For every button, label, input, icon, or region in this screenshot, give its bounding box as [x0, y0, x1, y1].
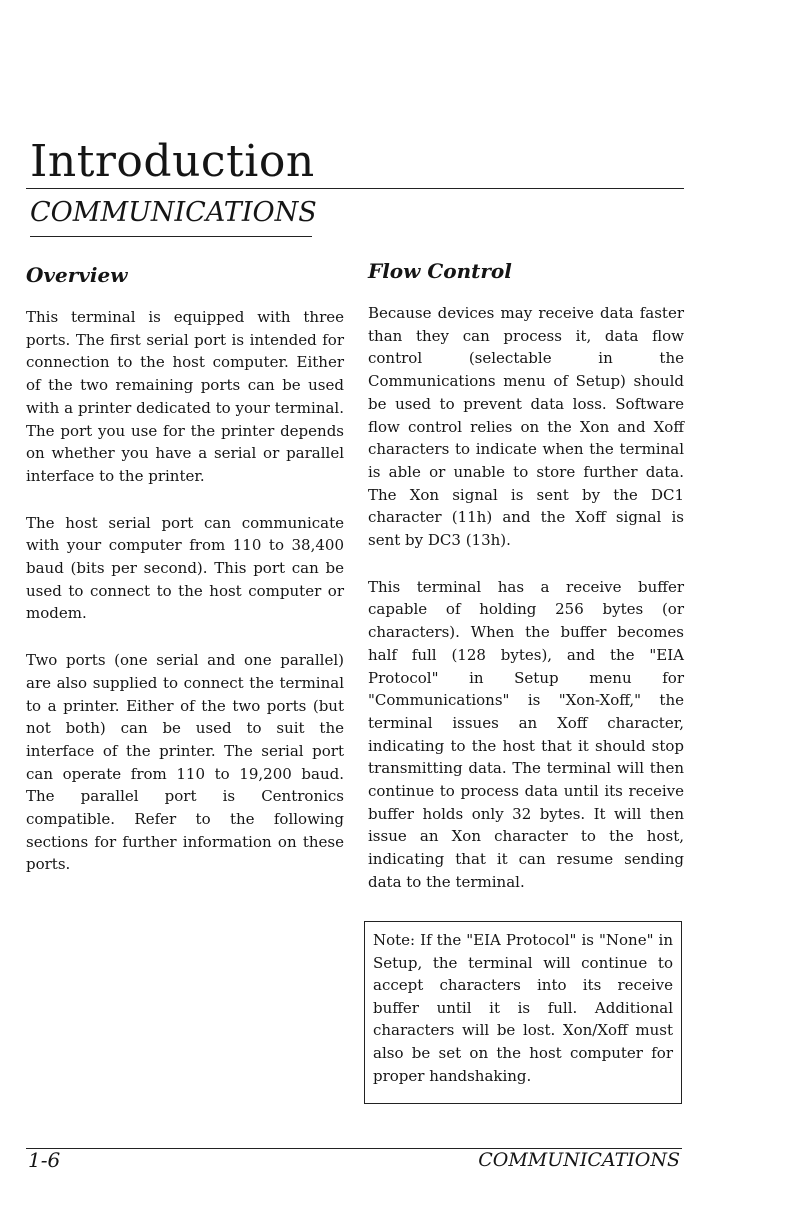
overview-paragraph-3: Two ports (one serial and one parallel) are also supplied to connect the terminal to a printer. Either of the two ports (but not both) can be used to suit the interface of the printer. The serial port can operate from 110 to 19,200 baud. The parallel port is Centronics compatible. Refer to the following sections for further information on these ports.	[26, 651, 344, 874]
section-title: COMMUNICATIONS	[30, 197, 317, 228]
flow-control-paragraph-1: Because devices may receive data faster than they can process it, data flow control (selectable in the Communications menu of Setup) should be used to prevent data loss. Software flow control relies on the Xon and Xoff characters to indicate when the terminal is able or unable to store further data. The Xon signal is sent by the DC1 character (11h) and the Xoff signal is sent by DC3 (13h).	[368, 304, 684, 550]
section-rule	[30, 236, 312, 237]
right-column	[368, 258, 684, 918]
note-box	[364, 921, 682, 1104]
footer-section-name: COMMUNICATIONS	[478, 1149, 680, 1171]
note-text: Note: If the "EIA Protocol" is "None" in Setup, the terminal will continue to accept characters into its receive buffer until it is full. Additional characters will be lost. Xon/Xoff must also be set on the host computer for proper handshaking.	[373, 931, 673, 1085]
title-rule	[26, 188, 684, 189]
flow-control-paragraph-2: This terminal has a receive buffer capable of holding 256 bytes (or characters). When the buffer becomes half full (128 bytes), and the "EIA Protocol" in Setup menu for "Communications" is "Xon-Xoff," the terminal issues an Xoff character, indicating to the host that it should stop transmitting data. The terminal will then continue to process data until its receive buffer holds only 32 bytes. It will then issue an Xon character to the host, indicating that it can resume sending data to the terminal.	[368, 577, 684, 891]
overview-paragraph-2: The host serial port can communicate with your computer from 110 to 38,400 baud (bits per second). This port can be used to connect to the host computer or modem.	[26, 513, 344, 623]
page-number: 1-6	[28, 1148, 61, 1172]
left-column	[26, 262, 344, 900]
chapter-title: Introduction	[30, 136, 315, 187]
overview-paragraph-1: This terminal is equipped with three ports. The first serial port is intended for connection to the host computer. Either of the two remaining ports can be used with a printer dedicated to your terminal. The port you use for the printer depends on whether you have a serial or parallel interface to the printer.	[26, 308, 344, 485]
overview-heading: Overview	[26, 263, 128, 287]
flow-control-heading: Flow Control	[368, 259, 512, 283]
